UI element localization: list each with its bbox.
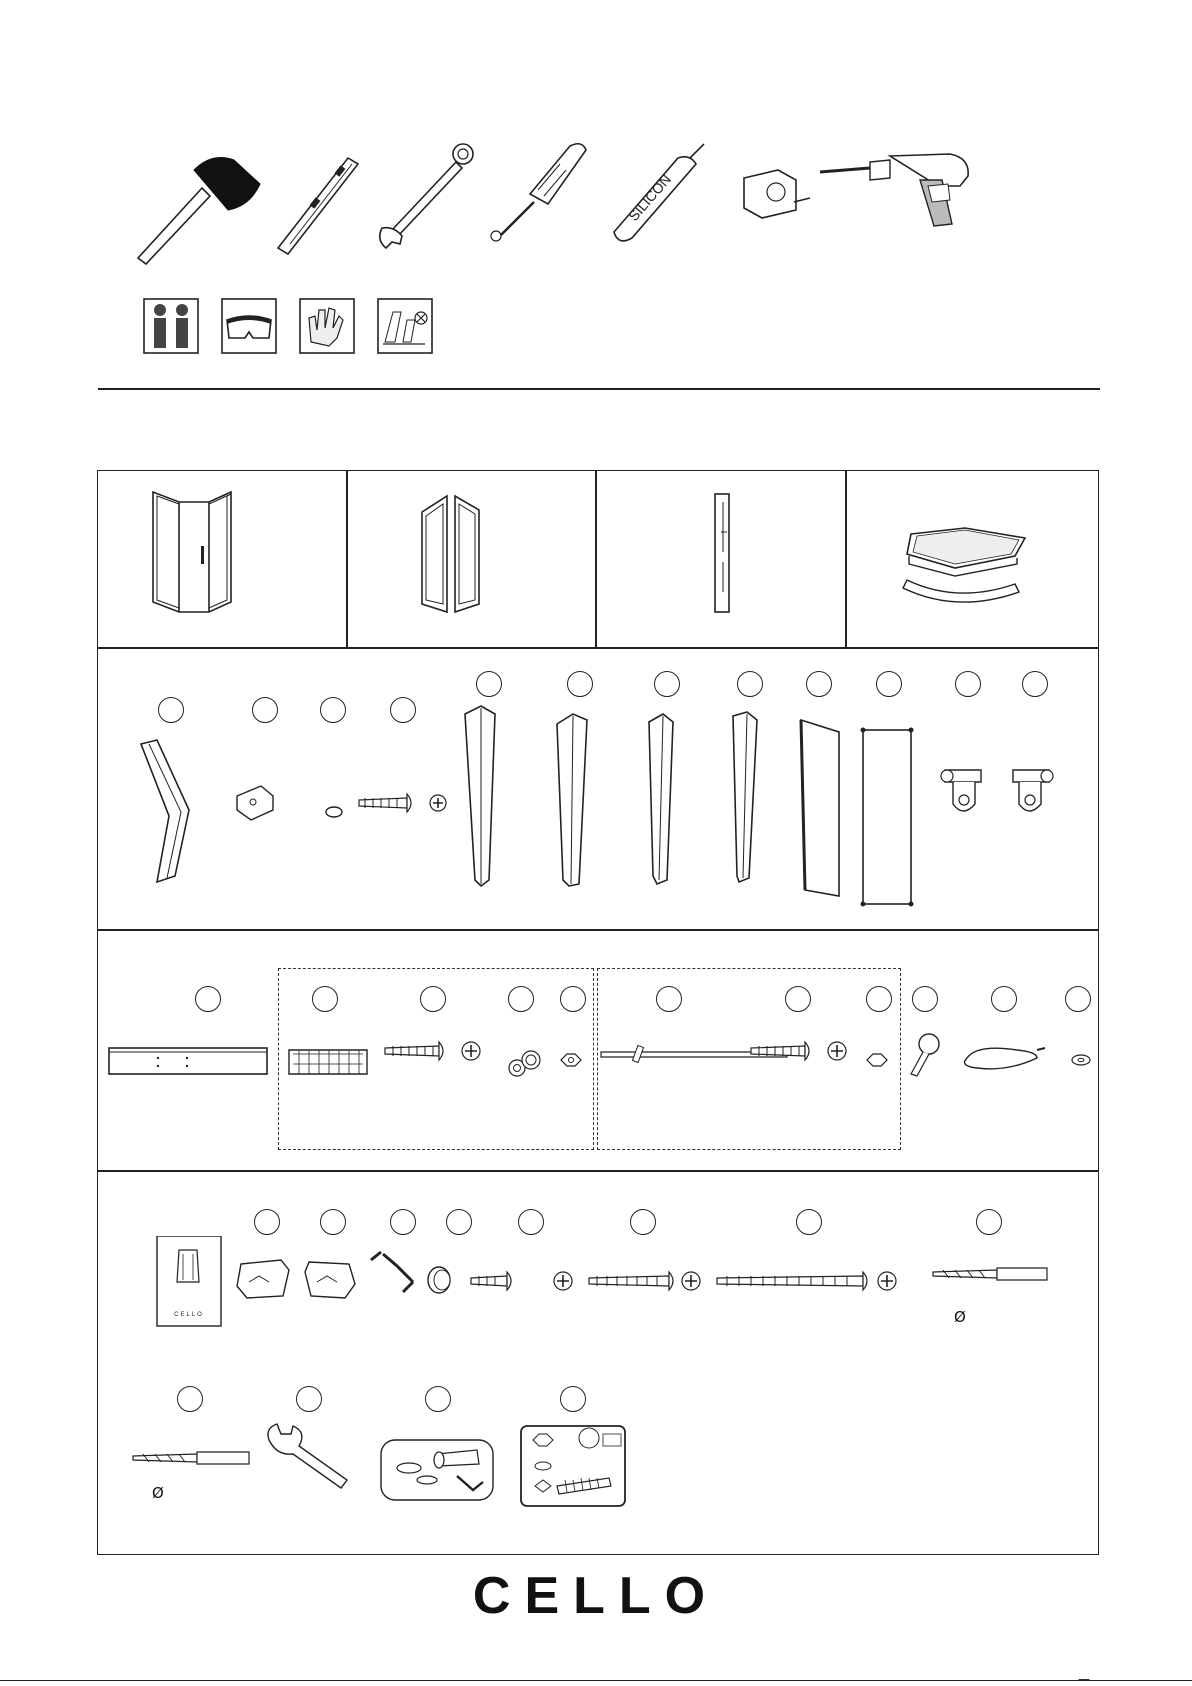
- safety-goggles-icon: [222, 299, 276, 353]
- nut-icon: [561, 1054, 581, 1066]
- spanner-icon: [268, 1424, 347, 1488]
- manual-booklet-icon: [157, 1236, 221, 1326]
- rail-nut-icon: [867, 1054, 887, 1066]
- part-label-circle: [567, 671, 593, 697]
- catalog-row-divider-3: [97, 1170, 1099, 1172]
- diameter-symbol: Ø: [954, 1308, 966, 1326]
- row4-parts: [97, 1236, 1097, 1336]
- part-label-circle: [630, 1209, 656, 1235]
- profile-4-icon: [733, 712, 757, 882]
- silicon-label: SILICON: [625, 171, 675, 224]
- row5-parts: [97, 1420, 637, 1510]
- spirit-level-icon: [278, 158, 358, 254]
- o-ring-icon: [326, 807, 342, 817]
- part-label-circle: [390, 1209, 416, 1235]
- hand-shower-icon: [911, 1034, 939, 1076]
- row2-parts: [97, 700, 1097, 920]
- row3-parts: [97, 1030, 1097, 1110]
- shelf-basket-icon: [289, 1050, 367, 1074]
- drill-bit-1-icon: [933, 1268, 1047, 1280]
- part-label-circle: [296, 1386, 322, 1412]
- catalog-row-divider-2: [97, 929, 1099, 931]
- door-profile-icon: [715, 494, 729, 612]
- part-label-circle: [955, 671, 981, 697]
- part-label-circle: [518, 1209, 544, 1235]
- long-screw-icon: [385, 1042, 480, 1060]
- shower-enclosure-icon: [153, 492, 231, 612]
- safety-icons: [143, 298, 443, 354]
- part-label-circle: [1022, 671, 1048, 697]
- row1-assemblies: [97, 472, 1097, 648]
- silicone-cartridge-icon: [614, 144, 704, 241]
- part-label-circle: [912, 986, 938, 1012]
- power-drill-icon: [820, 154, 968, 226]
- tape-measure-icon: [744, 170, 810, 218]
- part-label-circle: [425, 1386, 451, 1412]
- page-marker: —: [1078, 1672, 1090, 1686]
- roller-right-icon: [1013, 770, 1053, 811]
- wrench-icon: [380, 144, 473, 248]
- end-cap-left-icon: [237, 1260, 289, 1298]
- part-label-circle: [320, 1209, 346, 1235]
- two-persons-icon: [144, 299, 198, 353]
- part-label-circle: [1065, 986, 1091, 1012]
- long-wall-screw-icon: [717, 1272, 896, 1290]
- part-label-circle: [976, 1209, 1002, 1235]
- wall-profile-icon: [109, 1048, 267, 1074]
- cover-cap-icon: [428, 1267, 450, 1293]
- waste-trap-kit-icon: [521, 1426, 625, 1506]
- glass-panel-icon: [801, 720, 839, 896]
- part-label-circle: [476, 671, 502, 697]
- profile-1-icon: [465, 706, 495, 886]
- short-screw-icon: [471, 1272, 572, 1290]
- bracket-icon: [237, 786, 273, 820]
- shower-tray-icon: [903, 528, 1025, 602]
- drill-bit-2-icon: [133, 1452, 249, 1464]
- fixed-panels-icon: [422, 496, 479, 612]
- rubber-mallet-icon: [138, 158, 260, 264]
- part-label-circle: [177, 1386, 203, 1412]
- glass-handling-icon: [378, 299, 432, 353]
- brand-logo: CELLO: [472, 1567, 720, 1625]
- section-divider: [98, 388, 1100, 390]
- door-panel-icon: [861, 728, 914, 907]
- profile-2-icon: [557, 714, 587, 886]
- wall-plug-cap-icon: [509, 1051, 540, 1076]
- part-label-circle: [876, 671, 902, 697]
- hex-key-icon: [371, 1252, 413, 1292]
- curved-profile-icon: [141, 740, 189, 882]
- medium-screw-icon: [589, 1272, 700, 1290]
- svg-text:CELLO: CELLO: [174, 1312, 204, 1318]
- part-label-circle: [654, 671, 680, 697]
- part-label-circle: [195, 986, 221, 1012]
- part-label-circle: [254, 1209, 280, 1235]
- part-label-circle: [796, 1209, 822, 1235]
- work-gloves-icon: [300, 299, 354, 353]
- part-label-circle: [560, 1386, 586, 1412]
- roller-left-icon: [941, 770, 981, 811]
- screwdriver-icon: [491, 144, 586, 241]
- part-label-circle: [991, 986, 1017, 1012]
- tools-illustration: [130, 140, 1070, 270]
- part-label-circle: [737, 671, 763, 697]
- end-cap-right-icon: [305, 1262, 355, 1298]
- part-label-circle: [806, 671, 832, 697]
- shower-hose-icon: [965, 1048, 1045, 1069]
- washer-icon: [1072, 1055, 1090, 1065]
- diameter-symbol: Ø: [152, 1484, 164, 1502]
- screw-icon: [359, 794, 446, 812]
- profile-3-icon: [649, 714, 673, 884]
- page-bottom-rule: [0, 1680, 1192, 1681]
- part-label-circle: [446, 1209, 472, 1235]
- fixing-kit-icon: [381, 1440, 493, 1500]
